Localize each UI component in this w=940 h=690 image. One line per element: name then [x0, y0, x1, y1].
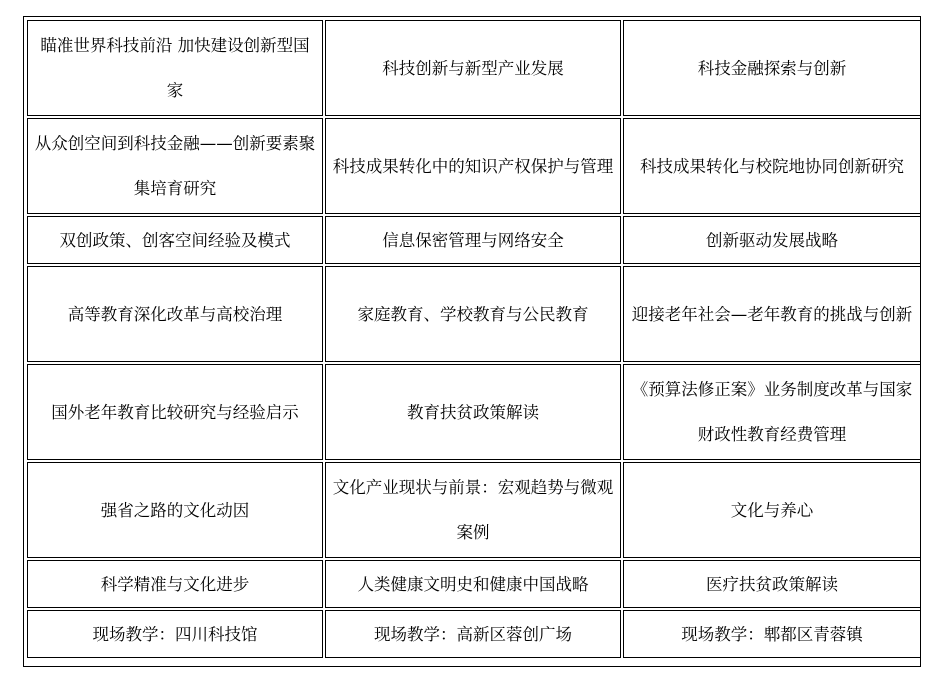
table-cell — [325, 266, 621, 362]
table-row — [27, 462, 921, 558]
cell-text: 创新驱动发展战略 — [706, 230, 838, 250]
table-cell — [27, 560, 323, 608]
cell-text: 科技成果转化中的知识产权保护与管理 — [332, 156, 614, 176]
cell-text: 文化产业现状与前景：宏观趋势与微观案例 — [332, 478, 614, 542]
table-row — [27, 216, 921, 264]
table-cell — [623, 364, 921, 460]
table-cell — [325, 364, 621, 460]
cell-text: 科技创新与新型产业发展 — [382, 58, 564, 78]
cell-text: 国外老年教育比较研究与经验启示 — [51, 402, 299, 422]
table-row — [27, 20, 921, 116]
table-cell — [325, 20, 621, 116]
table-cell — [27, 216, 323, 264]
table-cell — [623, 266, 921, 362]
cell-text: 科学精准与文化进步 — [100, 574, 250, 594]
cell-text: 现场教学：四川科技馆 — [92, 624, 258, 644]
table-cell — [325, 560, 621, 608]
table-cell — [623, 560, 921, 608]
course-table — [25, 18, 923, 660]
cell-text: 信息保密管理与网络安全 — [382, 230, 564, 250]
cell-text: 现场教学：郫都区青蓉镇 — [681, 624, 863, 644]
table-cell — [623, 20, 921, 116]
table-cell — [27, 118, 323, 214]
cell-text: 《预算法修正案》业务制度改革与国家财政性教育经费管理 — [631, 380, 913, 444]
cell-text: 迎接老年社会—老年教育的挑战与创新 — [631, 304, 913, 324]
table-row — [27, 364, 921, 460]
table-cell — [623, 216, 921, 264]
cell-text: 从众创空间到科技金融——创新要素聚集培育研究 — [34, 134, 316, 198]
table-row — [27, 560, 921, 608]
table-cell — [325, 462, 621, 558]
table-row — [27, 266, 921, 362]
table-cell — [623, 118, 921, 214]
cell-text: 双创政策、创客空间经验及模式 — [59, 230, 291, 250]
cell-text: 现场教学：高新区蓉创广场 — [374, 624, 572, 644]
table-cell — [27, 20, 323, 116]
cell-text: 医疗扶贫政策解读 — [706, 574, 838, 594]
cell-text: 瞄准世界科技前沿 加快建设创新型国家 — [40, 36, 310, 100]
table-cell — [27, 610, 323, 658]
cell-text: 家庭教育、学校教育与公民教育 — [357, 304, 589, 324]
cell-text: 高等教育深化改革与高校治理 — [67, 304, 283, 324]
table-cell — [27, 462, 323, 558]
cell-text: 教育扶贫政策解读 — [407, 402, 539, 422]
cell-text: 科技金融探索与创新 — [697, 58, 847, 78]
table-cell — [27, 266, 323, 362]
table-cell — [325, 118, 621, 214]
cell-text: 人类健康文明史和健康中国战略 — [357, 574, 589, 594]
cell-text: 文化与养心 — [730, 500, 814, 520]
table-cell — [623, 462, 921, 558]
table-row — [27, 118, 921, 214]
table-cell — [325, 610, 621, 658]
table-cell — [325, 216, 621, 264]
table-cell — [623, 610, 921, 658]
cell-text: 强省之路的文化动因 — [100, 500, 250, 520]
table-cell — [27, 364, 323, 460]
table-row — [27, 610, 921, 658]
cell-text: 科技成果转化与校院地协同创新研究 — [640, 156, 904, 176]
